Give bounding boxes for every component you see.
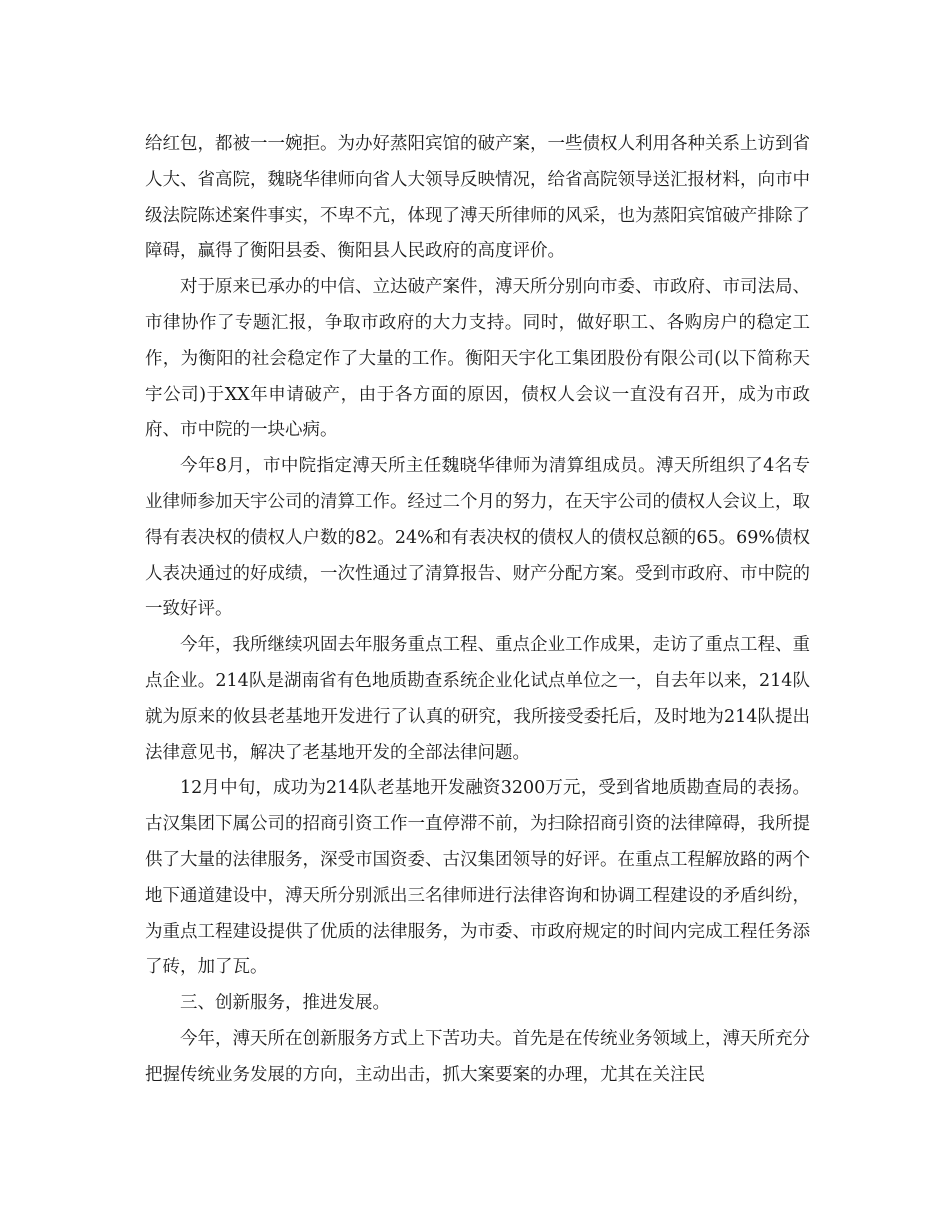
paragraph-6: 今年，溥天所在创新服务方式上下苦功夫。首先是在传统业务领域上，溥天所充分把握传统业务发展的方向，主动出击，抓大案要案的办理，尤其在关注民 [145, 1028, 810, 1085]
section-heading: 三、创新服务，推进发展。 [180, 993, 390, 1014]
paragraph-3: 今年8月，市中院指定溥天所主任魏晓华律师为清算组成员。溥天所组织了4名专业律师参加天宇公司的清算工作。经过二个月的努力，在天宇公司的债权人会议上，取得有表决权的债权人户数的82。24%和有表决权的债权人的债权总额的65。69%债权人表决通过的好成绩，一次性通过了清算报告、财产分配方案。受到市政府、市中院的一致好评。 [145, 456, 810, 620]
paragraph-4: 今年，我所继续巩固去年服务重点工程、重点企业工作成果，走访了重点工程、重点企业。214队是湖南省有色地质勘查系统企业化试点单位之一，自去年以来，214队就为原来的攸县老基地开发进行了认真的研究，我所接受委托后，及时地为214队提出法律意见书，解决了老基地开发的全部法律问题。 [145, 635, 810, 763]
paragraph-2: 对于原来已承办的中信、立达破产案件，溥天所分别向市委、市政府、市司法局、市律协作了专题汇报，争取市政府的大力支持。同时，做好职工、各购房户的稳定工作，为衡阳的社会稳定作了大量的工作。衡阳天宇化工集团股份有限公司(以下简称天宇公司)于XX年申请破产，由于各方面的原因，债权人会议一直没有召开，成为市政府、市中院的一块心病。 [145, 277, 810, 441]
document-body [145, 127, 810, 1094]
paragraph-5: 12月中旬，成功为214队老基地开发融资3200万元，受到省地质勘查局的表扬。古汉集团下属公司的招商引资工作一直停滞不前，为扫除招商引资的法律障碍，我所提供了大量的法律服务，深受市国资委、古汉集团领导的好评。在重点工程解放路的两个地下通道建设中，溥天所分别派出三名律师进行法律咨询和协调工程建设的矛盾纠纷，为重点工程建设提供了优质的法律服务，为市委、市政府规定的时间内完成工程任务添了砖，加了瓦。 [145, 778, 810, 978]
paragraph-1: 给红包，都被一一婉拒。为办好蒸阳宾馆的破产案，一些债权人利用各种关系上访到省人大、省高院，魏晓华律师向省人大领导反映情况，给省高院领导送汇报材料，向市中级法院陈述案件事实，不卑不亢，体现了溥天所律师的风采，也为蒸阳宾馆破产排除了障碍，赢得了衡阳县委、衡阳县人民政府的高度评价。 [145, 134, 810, 262]
